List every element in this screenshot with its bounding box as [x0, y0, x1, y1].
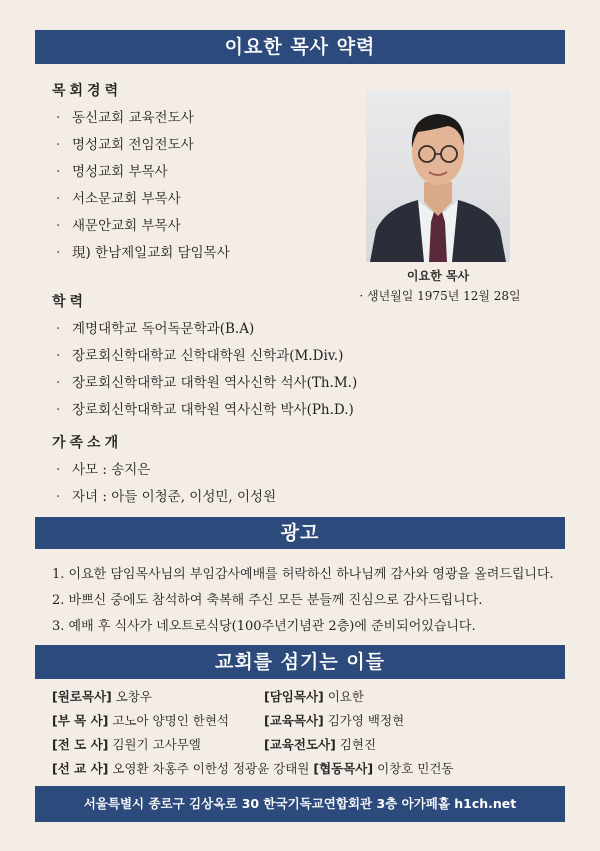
list-item: · 자녀 : 아들 이청준, 이성민, 이성원 — [56, 489, 277, 505]
bullet-icon: · — [56, 462, 61, 478]
list-item: · 사모 : 송지은 — [56, 462, 151, 478]
bullet-icon: · — [56, 348, 61, 364]
staff-row — [52, 759, 552, 783]
education-title: 학력 — [52, 294, 88, 310]
bullet-icon: · — [56, 489, 61, 505]
list-item: · 장로회신학대학교 신학대학원 신학과(M.Div.) — [56, 348, 344, 364]
ministry-list — [56, 106, 230, 268]
ministry-title: 목회경력 — [52, 83, 123, 99]
notice-item: 2. 바쁘신 중에도 참석하여 축복해 주신 모든 분들께 진심으로 감사드립니다. — [52, 593, 483, 608]
pastor-name: 이요한 목사 — [406, 269, 470, 283]
staff-names: 이요한 — [327, 689, 364, 704]
staff-names: 오영환 차홍주 이한성 정광윤 강태원 — [112, 761, 310, 776]
bullet-icon: · — [56, 218, 61, 234]
list-item: · 새문안교회 부목사 — [56, 218, 181, 234]
bullet-icon: · — [56, 110, 61, 126]
bullet-icon: · — [56, 321, 61, 337]
staff-list — [52, 687, 552, 783]
list-item: · 서소문교회 부목사 — [56, 191, 181, 207]
staff-row — [52, 711, 552, 735]
staff-names: 김원기 고사무엘 — [112, 737, 201, 752]
staff-label: [원로목사] — [52, 689, 112, 704]
list-item: · 명성교회 전임전도사 — [56, 137, 194, 153]
bullet-icon: · — [56, 191, 61, 207]
bullet-icon: · — [56, 402, 61, 418]
family-list — [56, 458, 276, 512]
staff-label: [담임목사] — [264, 689, 324, 704]
notice-title: 광고 — [280, 522, 320, 544]
staff-names: 고노아 양명인 한현석 — [112, 713, 229, 728]
list-item: · 現) 한남제일교회 담임목사 — [56, 245, 230, 261]
list-item: · 계명대학교 독어독문학과(B.A) — [56, 321, 255, 337]
staff-label: [교육전도사] — [264, 737, 336, 752]
staff-banner — [35, 645, 565, 679]
staff-names: 오창우 — [115, 689, 152, 704]
list-item: · 명성교회 부목사 — [56, 164, 168, 180]
list-item: · 동신교회 교육전도사 — [56, 110, 194, 126]
staff-row — [52, 687, 552, 711]
portrait-icon — [366, 90, 510, 262]
education-list — [56, 317, 357, 425]
staff-label: [전 도 사] — [52, 737, 109, 752]
staff-names: 김현진 — [339, 737, 377, 752]
notice-item: 1. 이요한 담임목사님의 부임감사예배를 허락하신 하나님께 감사와 영광을 올려드립니다. — [52, 567, 554, 582]
staff-label: [부 목 사] — [52, 713, 109, 728]
header-banner — [35, 30, 565, 64]
list-item: · 장로회신학대학교 대학원 역사신학 박사(Ph.D.) — [56, 402, 354, 418]
bullet-icon: · — [56, 245, 61, 261]
staff-names: 김가영 백정현 — [327, 713, 405, 728]
bullet-icon: · — [56, 375, 61, 391]
notice-item: 3. 예배 후 식사가 네오트로식당(100주년기념관 2층)에 준비되어있습니다. — [52, 619, 476, 634]
bullet-icon: · — [56, 164, 61, 180]
staff-label: [교육목사] — [264, 713, 324, 728]
staff-label: [협동목사] — [313, 761, 374, 776]
header-title: 이요한 목사 약력 — [224, 36, 376, 58]
footer-address: 서울특별시 종로구 김상옥로 30 한국기독교연합회관 3층 아가페홀 h1ch.net — [35, 786, 565, 822]
pastor-birth: · 생년월일 1975년 12월 28일 — [359, 289, 521, 303]
bullet-icon: · — [359, 289, 364, 303]
notice-list — [52, 563, 554, 641]
staff-label: [선 교 사] — [52, 761, 109, 776]
staff-row — [52, 735, 552, 759]
pastor-photo — [366, 90, 510, 262]
staff-names: 이창호 민건동 — [377, 761, 454, 776]
notice-banner — [35, 517, 565, 549]
list-item: · 장로회신학대학교 대학원 역사신학 석사(Th.M.) — [56, 375, 358, 391]
staff-title: 교회를 섬기는 이들 — [214, 651, 386, 673]
bullet-icon: · — [56, 137, 61, 153]
family-title: 가족소개 — [52, 435, 123, 451]
